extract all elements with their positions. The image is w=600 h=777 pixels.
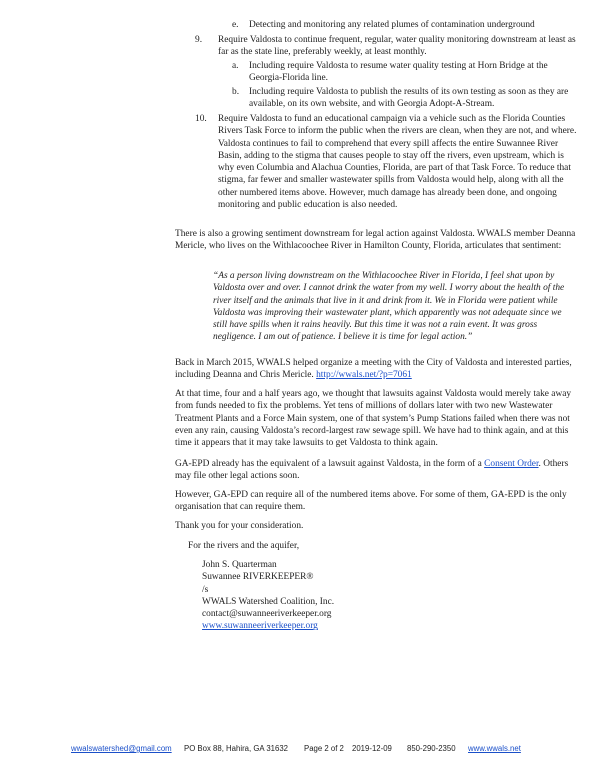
signature-email: contact@suwanneeriverkeeper.org	[202, 609, 332, 620]
lawsuits-paragraph: At that time, four and a half years ago, we thought that lawsuits against Valdosta would merely take away from funds needed to fix the problems. Yet tens of millions of dollars later with two new Wastewater Treatment Plants and a Force Main system, one of that system’s Pump Stations failed when there was not even any rain, causing Valdosta’s record-largest raw sewage spill. We have had to think again, and at this time it appears that it may take lawsuits to get Valdosta to think again.	[175, 389, 572, 449]
sentiment-paragraph: There is also a growing sentiment downstream for legal action against Valdosta. WWALS member Deanna Mericle, who lives on the Withlacoochee River in Hamilton County, Florida, articulates that sentiment:	[175, 229, 576, 252]
quote-paragraph: “As a person living downstream on the Withlacoochee River in Florida, I feel shat upon by Valdosta over and over. I cannot drink the water from my well. I worry about the health of the river itself and the animals that live in it and drink from it. We in Florida were patient while Valdosta was improving their wastewater plant, which apparently was not adequate since we still have spills when it rains heavily. But this time it was not a rain event. It was gross negligence. I am out of patience. I believe it is time for legal action.”	[213, 271, 565, 343]
footer-email-link[interactable]: wwalswatershed@gmail.com	[71, 744, 172, 753]
list-marker: a.	[232, 61, 239, 71]
signature-org: WWALS Watershed Coalition, Inc.	[202, 596, 335, 607]
list-item-9a	[232, 60, 577, 85]
thanks-paragraph: Thank you for your consideration.	[175, 521, 304, 531]
list-text: Including require Valdosta to resume water quality testing at Horn Bridge at the Georgia-Florida line.	[249, 61, 548, 84]
footer-website-link[interactable]: www.wwals.net	[468, 744, 521, 753]
epd-text: GA-EPD already has the equivalent of a lawsuit against Valdosta, in the form of a	[175, 459, 485, 469]
consent-order-link[interactable]: Consent Order	[484, 459, 539, 469]
epd-require-paragraph: However, GA-EPD can require all of the numbered items above. For some of them, GA-EPD is the only organisation that can require them.	[175, 490, 567, 513]
footer-phone: 850-290-2350	[407, 744, 456, 753]
signature-slash: /s	[202, 584, 209, 595]
list-marker: 9.	[195, 35, 203, 45]
list-text: Require Valdosta to fund an educational campaign via a vehicle such as the Florida Counties Rivers Task Force to inform the public when the rivers are clean, when they are not, and where. Valdosta continues to fail to comprehend that every spill affects the entire Suwannee River Basin, adding to the stigma that causes people to stay off the rivers, even upstream, which is why even Columbia and Alachua Counties, Florida, are part of that Task Force. To reduce that stigma, far fewer and smaller wastewater spills from Valdosta would help, along with all the other numbered items above. However, much damage has already been done, and ongoing monitoring and public education is also needed.	[218, 114, 577, 211]
signature-website-link[interactable]: www.suwanneeriverkeeper.org	[202, 621, 318, 632]
list-item-e	[232, 19, 577, 31]
footer-address: PO Box 88, Hahira, GA 31632	[184, 744, 289, 753]
list-marker: b.	[232, 87, 240, 97]
list-text: Including require Valdosta to publish the results of its own testing as soon as they are available, on its own website, and with Georgia Adopt-A-Stream.	[249, 87, 569, 110]
epd-tail: . Others may file other legal actions soon.	[175, 459, 569, 482]
list-item-10	[195, 113, 577, 211]
list-marker: 10.	[195, 114, 207, 124]
list-text: Detecting and monitoring any related plumes of contamination underground	[249, 20, 535, 30]
signature-name: John S. Quarterman	[202, 560, 277, 570]
footer-page-number: Page 2 of 2	[304, 744, 344, 753]
meeting-link[interactable]: http://wwals.net/?p=7061	[316, 370, 412, 381]
footer-date: 2019-12-09	[352, 744, 392, 753]
signature-block	[202, 559, 502, 633]
list-marker: e.	[232, 20, 239, 30]
list-item-9b	[232, 86, 577, 111]
signature-title: Suwannee RIVERKEEPER®	[202, 572, 314, 583]
march-text: Back in March 2015, WWALS helped organize a meeting with the City of Valdosta and interested parties, including Deanna and Chris Mericle.	[175, 358, 572, 381]
march-paragraph	[175, 357, 577, 382]
epd-paragraph	[175, 458, 577, 483]
list-item-9	[195, 34, 577, 59]
list-text: Require Valdosta to continue frequent, regular, water quality monitoring downstream at least as far as the state line, preferably weekly, at least monthly.	[218, 35, 576, 58]
signature-closing: For the rivers and the aquifer,	[188, 541, 300, 551]
